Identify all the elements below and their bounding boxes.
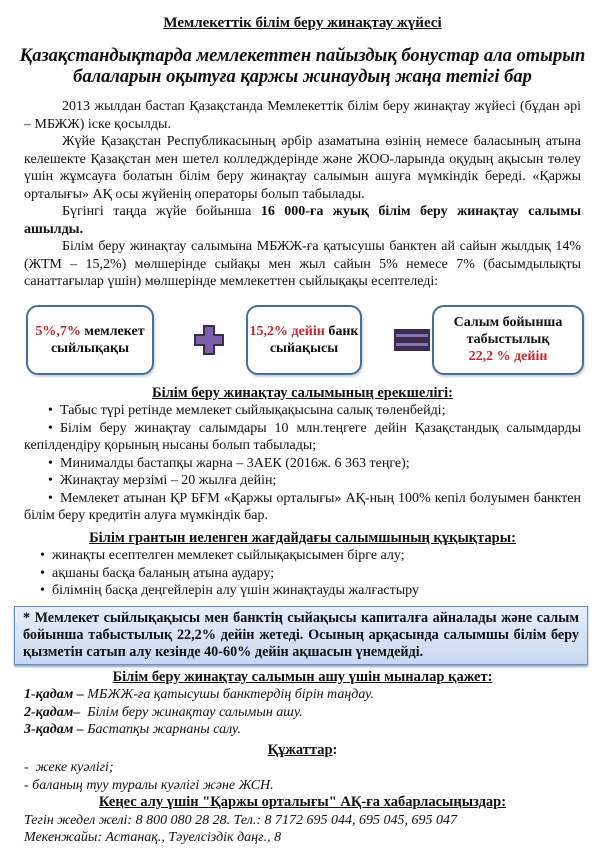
- state-bonus-label: мемлекет сыйлықақы: [50, 323, 145, 356]
- step-text: МБЖЖ-ға қатысушы банктердің бірін таңдау.: [83, 687, 374, 702]
- contact-hotline: Тегін жедел желі: 8 800 080 28 28. Тел.: 8 7172 695 044, 695 045, 695 047: [24, 812, 457, 828]
- rights-item: • білімнің басқа деңгейлерін алу үшін жинақтауды жалғастыру: [40, 582, 581, 600]
- step-item: [24, 721, 585, 739]
- subtitle-line: Қазақстандықтарда мемлекеттен пайыздық бонустар ала отырып: [19, 46, 586, 66]
- intro-p3-text: Бүгінгі таңда жүйе бойынша: [62, 204, 261, 219]
- intro-paragraph-1: 2013 жылдан бастап Қазақстанда Мемлекеттік білім беру жинақтау жүйесі (бұдан әрі – МБЖЖ) іске қосылды.: [24, 99, 581, 132]
- documents-heading: [0, 742, 605, 760]
- intro-paragraph-2: Жүйе Қазақстан Республикасының әрбір азаматына өзінің немесе баласының атына келешекте Қазақстан мен шетел колледждерінде және ЖОО-ларында оқудың ақысын төлеу үшін жұмсауға болатын білім беру жинақтау салымын ашуға мүмкіндік береді. «Қаржы орталығы» АҚ осы жүйенің операторы болып табылады.: [24, 134, 581, 202]
- bank-reward-label: банк сыйақысы: [269, 323, 359, 356]
- features-heading: Білім беру жинақтау салымының ерекшелігі:: [152, 384, 453, 401]
- step-item: [24, 704, 585, 722]
- feature-item: • Жинақтау мерзімі – 20 жылға дейін;: [48, 472, 581, 490]
- step-item: [24, 686, 585, 704]
- savings-note: * Мемлекет сыйлықақысы мен банктің сыйақысы капиталға айналады және салым бойынша табыстылық 22,2% дейін жетеді. Осының арқасында салымшы білім беру қызметін сатып алу кезінде 40-60% дейін ақшасын үнемдейді.: [14, 606, 588, 665]
- step-text: Бастапқы жарнаны салу.: [83, 722, 241, 737]
- rights-item: • ақшаны басқа баланың атына аудару;: [40, 565, 581, 583]
- bank-reward-rate: 15,2% дейін: [249, 323, 325, 339]
- state-bonus-rate: 5%,7%: [35, 323, 81, 339]
- document-subtitle: [0, 46, 605, 88]
- step-text: Білім беру жинақтау салымын ашу.: [80, 704, 303, 720]
- contact-address: Мекенжайы: Астанақ., Тәуелсіздік даңғ., 8: [24, 830, 282, 845]
- step-label: 2-қадам–: [24, 704, 81, 720]
- total-yield-box: [432, 305, 584, 375]
- rights-heading: Білім грантын иеленген жағдайдағы салымшының құқықтары:: [89, 529, 516, 546]
- documents-heading-text: Құжаттар: [267, 741, 333, 758]
- feature-item: • Мемлекет атынан ҚР БҒМ «Қаржы орталығы» АҚ-ның 100% кепіл болуымен банктен білім беру кредитін алуға мүмкіндік бар.: [24, 490, 581, 525]
- intro-paragraph-4: Білім беру жинақтау салымына МБЖЖ-ға қатысушы банктен ай сайын жылдық 14% (ЖТМ – 15,2%) мөлшерінде сыйақы мен жыл сайын 5% немесе 7% (басымдылықты санаттағылар үшін) мөлшерінде мемлекеттен сыйлықақы есептеледі:: [24, 239, 581, 289]
- state-bonus-box: [26, 305, 154, 375]
- intro-paragraph-3: [24, 203, 581, 238]
- document-item: - баланың туу туралы куәлігі және ЖСН.: [24, 777, 274, 793]
- feature-item: • Минималды бастапқы жарна – 3АЕК (2016ж. 6 363 теңге);: [48, 455, 581, 473]
- total-yield-label: Салым бойынша табыстылық: [453, 315, 563, 347]
- contact-heading: Кеңес алу үшін "Қаржы орталығы" АҚ-ға хабарласыңыздар:: [98, 794, 507, 810]
- bank-reward-box: [246, 305, 362, 375]
- yield-formula: [0, 301, 605, 383]
- feature-item: • Білім беру жинақтау салымдары 10 млн.теңгеге дейін Қазақстандық салымдарды кепілдендіру қорының нысаны болып табылады;: [24, 420, 581, 455]
- step-label: 1-қадам –: [24, 687, 84, 702]
- feature-item: • Табыс түрі ретінде мемлекет сыйлықақысына салық төленбейді;: [48, 402, 581, 420]
- step-label: 3-қадам –: [24, 722, 84, 737]
- equals-icon: [393, 328, 431, 352]
- documents-heading-colon: :: [332, 741, 338, 758]
- intro-p3-highlight: 16 000-ға жуық білім беру жинақтау салымы ашылды.: [24, 204, 581, 237]
- document-title: Мемлекеттік білім беру жинақтау жүйесі: [163, 15, 442, 31]
- document-item: - жеке куәлігі;: [24, 760, 114, 775]
- rights-item: • жинақты есептелген мемлекет сыйлықақысымен бірге алу;: [40, 547, 581, 565]
- plus-icon: [193, 324, 225, 356]
- subtitle-line: балаларын оқытуға қаржы жинаудың жаңа тетігі бар: [73, 67, 532, 87]
- total-yield-rate: 22,2 % дейін: [468, 349, 548, 364]
- steps-heading: Білім беру жинақтау салымын ашу үшін мыналар қажет:: [112, 668, 493, 685]
